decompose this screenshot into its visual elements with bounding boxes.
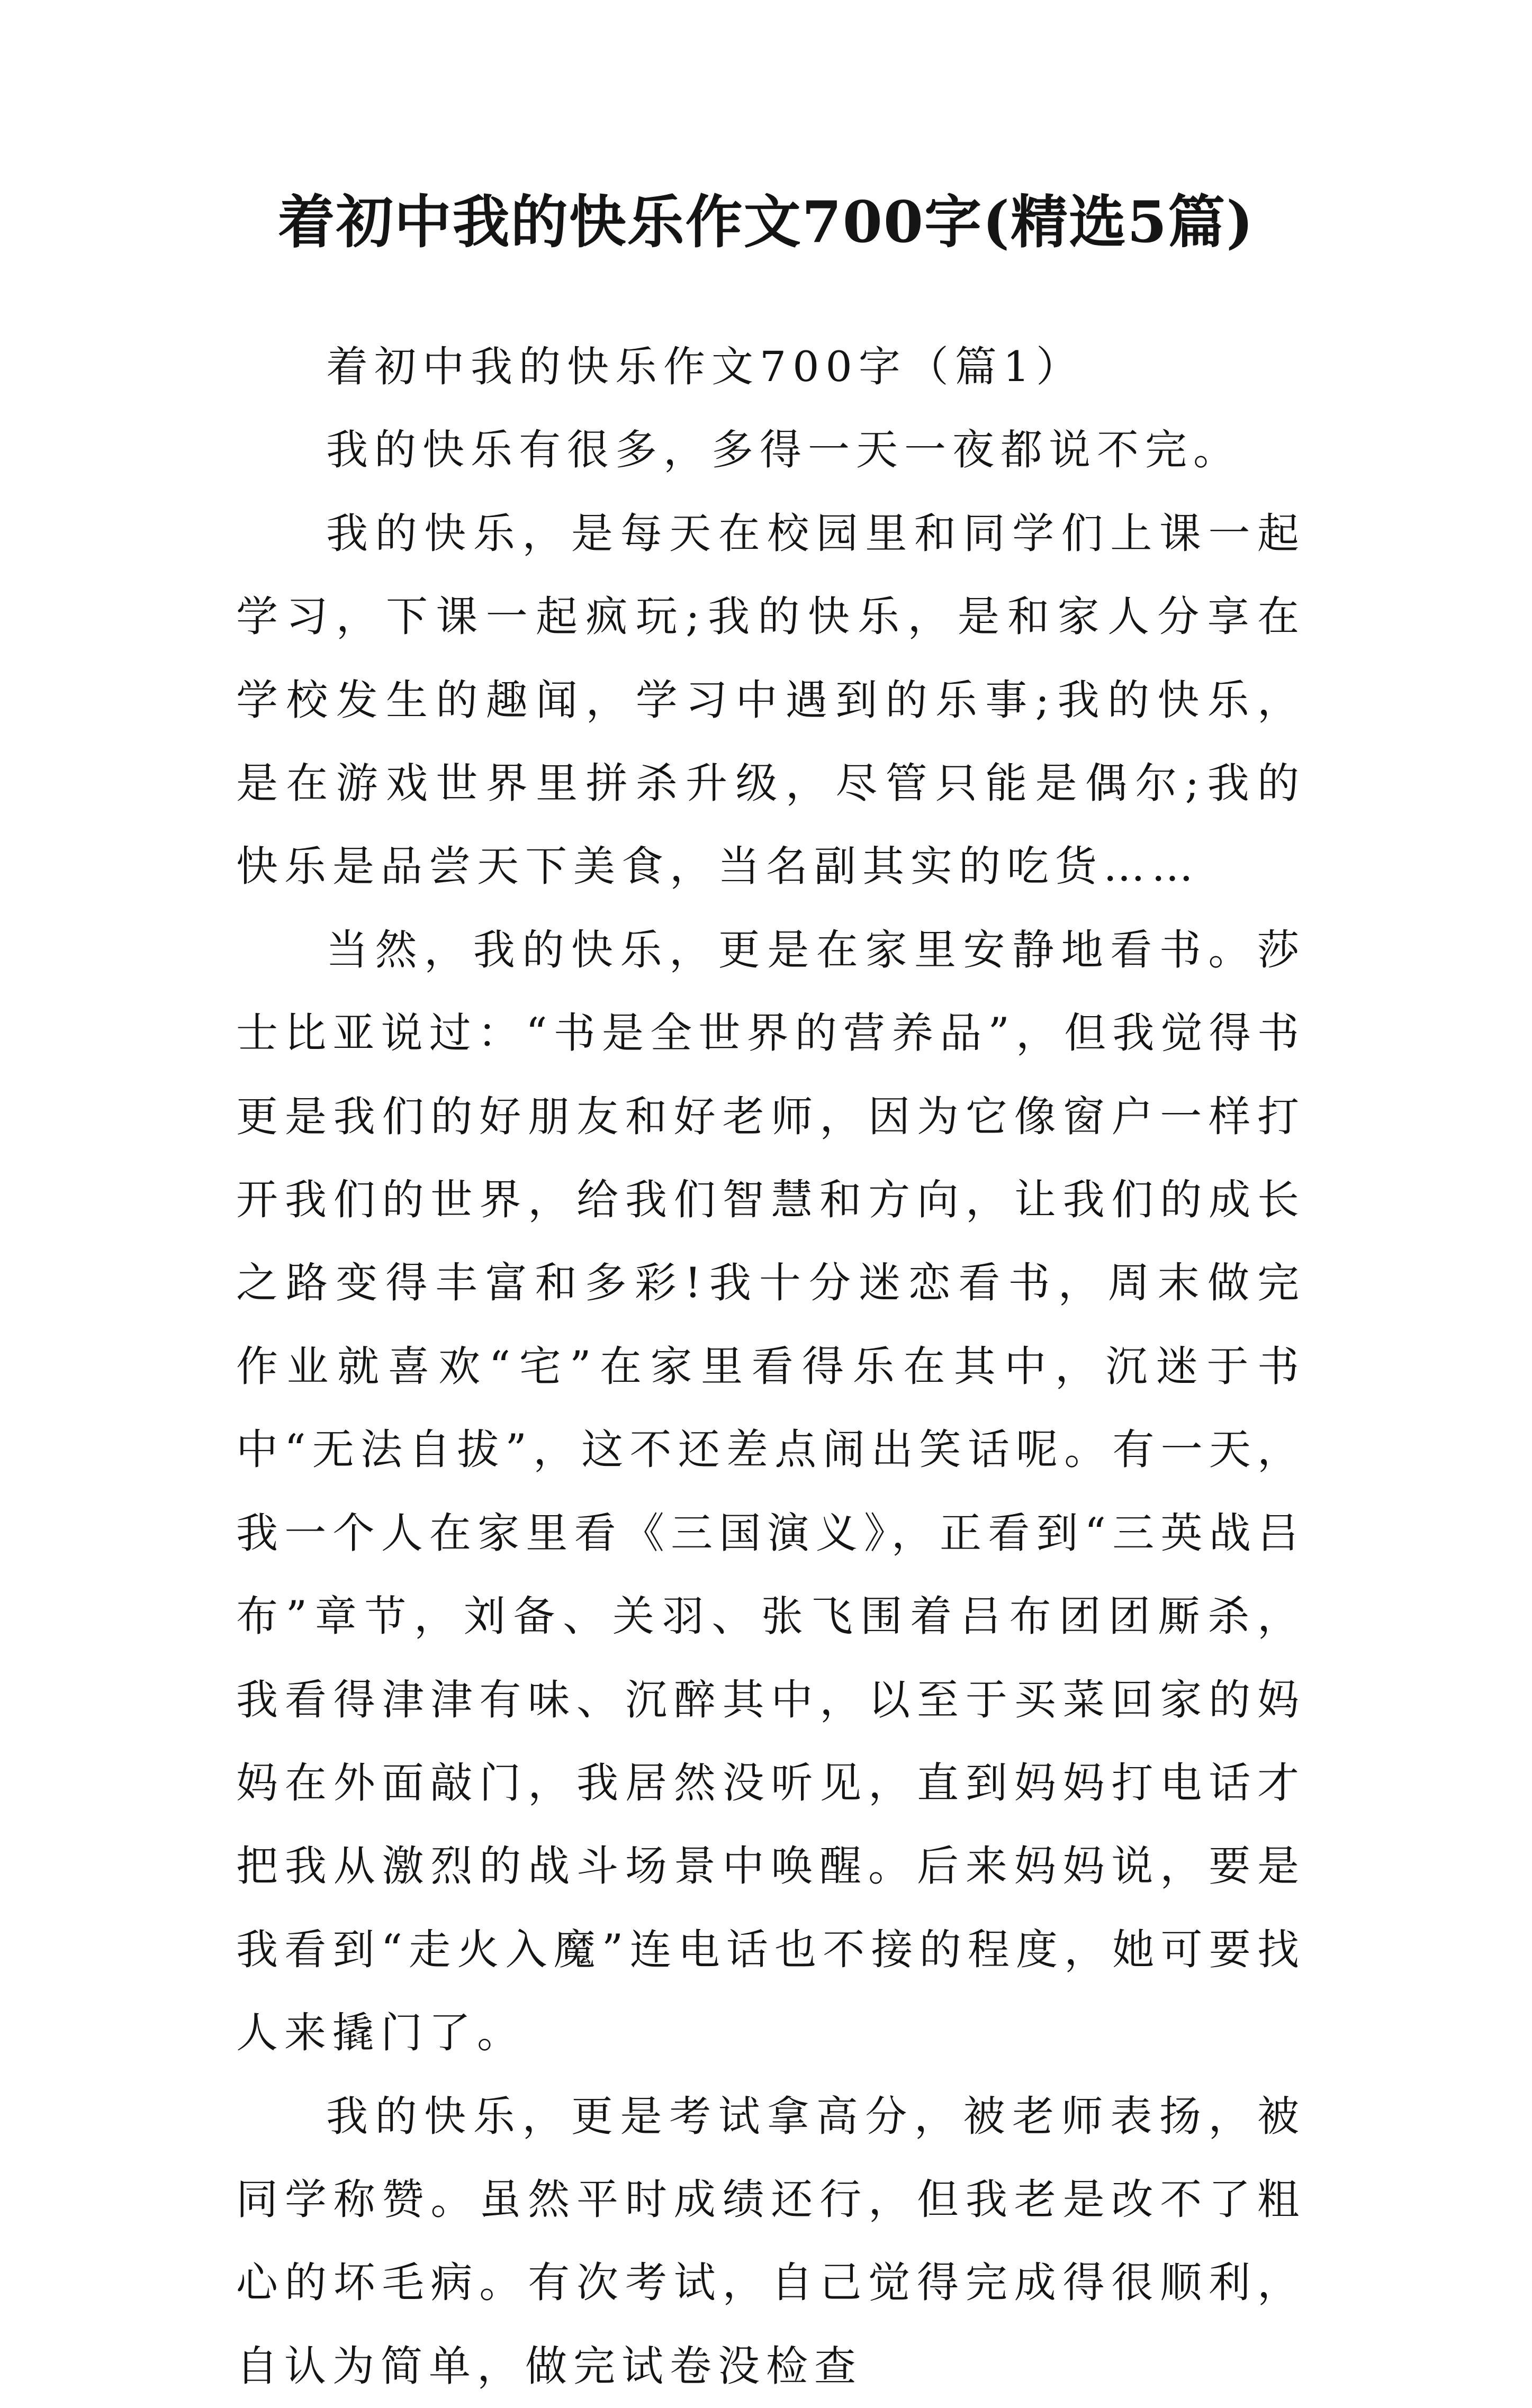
document-body — [236, 325, 1305, 2408]
body-paragraph: 当然，我的快乐，更是在家里安静地看书。莎士比亚说过：“书是全世界的营养品”，但我觉得书更是我们的好朋友和好老师，因为它像窗户一样打开我们的世界，给我们智慧和方向，让我们的成长之路变得丰富和多彩!我十分迷恋看书，周末做完作业就喜欢“宅”在家里看得乐在其中，沉迷于书中“无法自拔”，这不还差点闹出笑话呢。有一天，我一个人在家里看《三国演义》，正看到“三英战吕布”章节，刘备、关羽、张飞围着吕布团团厮杀，我看得津津有味、沉醉其中，以至于买菜回家的妈妈在外面敲门，我居然没听见，直到妈妈打电话才把我从激烈的战斗场景中唤醒。后来妈妈说，要是我看到“走火入魔”连电话也不接的程度，她可要找人来撬门了。 — [236, 925, 1305, 2058]
section-heading: 着初中我的快乐作文700字（篇1） — [326, 342, 1085, 391]
body-paragraph: 我的快乐，是每天在校园里和同学们上课一起学习，下课一起疯玩;我的快乐，是和家人分享在学校发生的趣闻，学习中遇到的乐事;我的快乐，是在游戏世界里拼杀升级，尽管只能是偶尔;我的快乐是品尝天下美食，当名副其实的吃货…… — [236, 509, 1305, 891]
body-paragraph: 我的快乐有很多，多得一天一夜都说不完。 — [326, 426, 1241, 475]
document-title: 着初中我的快乐作文700字(精选5篇) — [277, 189, 1255, 256]
body-paragraph: 我的快乐，更是考试拿高分，被老师表扬，被同学称赞。虽然平时成绩还行，但我老是改不了粗心的坏毛病。有次考试，自己觉得完成得很顺利，自认为简单，做完试卷没检查 — [236, 2092, 1305, 2391]
